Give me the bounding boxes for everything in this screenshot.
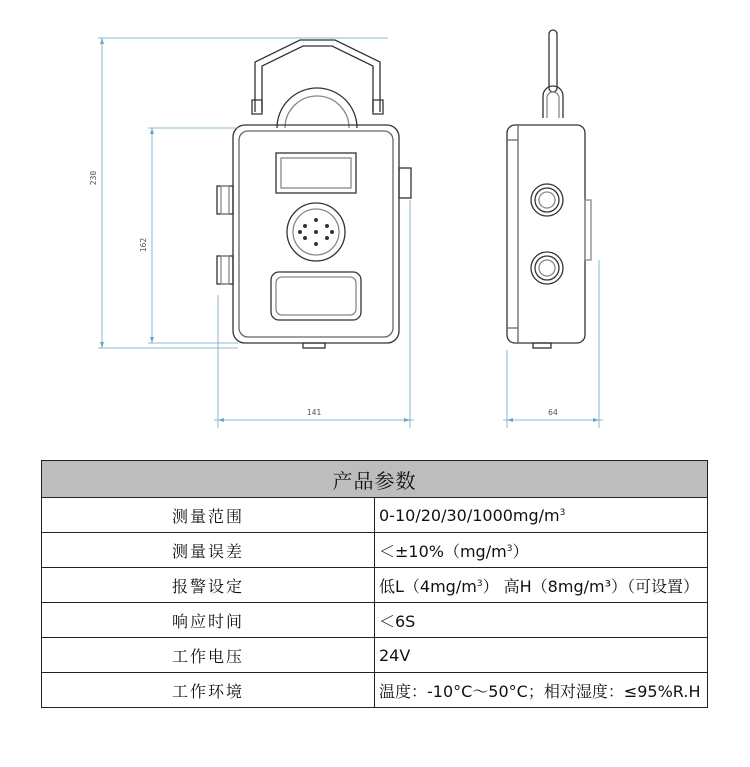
dim-width: 141 xyxy=(306,408,322,417)
row-value: $0-10/20/30/1000mg/m^3$ xyxy=(375,498,708,533)
spec-table xyxy=(41,460,708,708)
spec-table-title: 产品参数 xyxy=(42,461,708,498)
table-row xyxy=(42,603,708,638)
keypad-window xyxy=(271,272,361,320)
cable-gland-bottom xyxy=(531,252,563,284)
bottom-tab-front xyxy=(303,343,325,348)
row-value: 温度：-10°C～50°C；相对湿度：≤95%R.H xyxy=(375,673,708,708)
dim-depth: 64 xyxy=(548,408,558,417)
table-row xyxy=(42,673,708,708)
row-key: 工作环境 xyxy=(42,673,375,708)
table-row xyxy=(42,638,708,673)
table-row xyxy=(42,533,708,568)
bottom-tab-side xyxy=(533,343,551,348)
row-value: 24V xyxy=(375,638,708,673)
dim-overall-height: 230 xyxy=(89,170,98,186)
row-value: 低$L(4mg/m^3)$ 高H（8mg/m³）（可设置） xyxy=(375,568,708,603)
row-key: 测量误差 xyxy=(42,533,375,568)
row-value: ＜6S xyxy=(375,603,708,638)
table-row xyxy=(42,568,708,603)
handle-front xyxy=(252,40,383,114)
connector-left-bottom xyxy=(217,256,233,284)
row-value: $<\pm 10\%(mg/m^3)$ xyxy=(375,533,708,568)
row-key: 测量范围 xyxy=(42,498,375,533)
cable-gland-top xyxy=(531,184,563,216)
handle-side xyxy=(543,30,563,118)
speaker-holes xyxy=(298,218,334,246)
display-window xyxy=(276,153,356,193)
row-key: 工作电压 xyxy=(42,638,375,673)
dim-body-height: 162 xyxy=(139,237,148,253)
side-body xyxy=(507,125,585,343)
connector-right xyxy=(399,168,411,198)
connector-left-top xyxy=(217,186,233,214)
row-key: 报警设定 xyxy=(42,568,375,603)
sensor-dome xyxy=(277,88,357,128)
row-key: 响应时间 xyxy=(42,603,375,638)
table-row xyxy=(42,498,708,533)
